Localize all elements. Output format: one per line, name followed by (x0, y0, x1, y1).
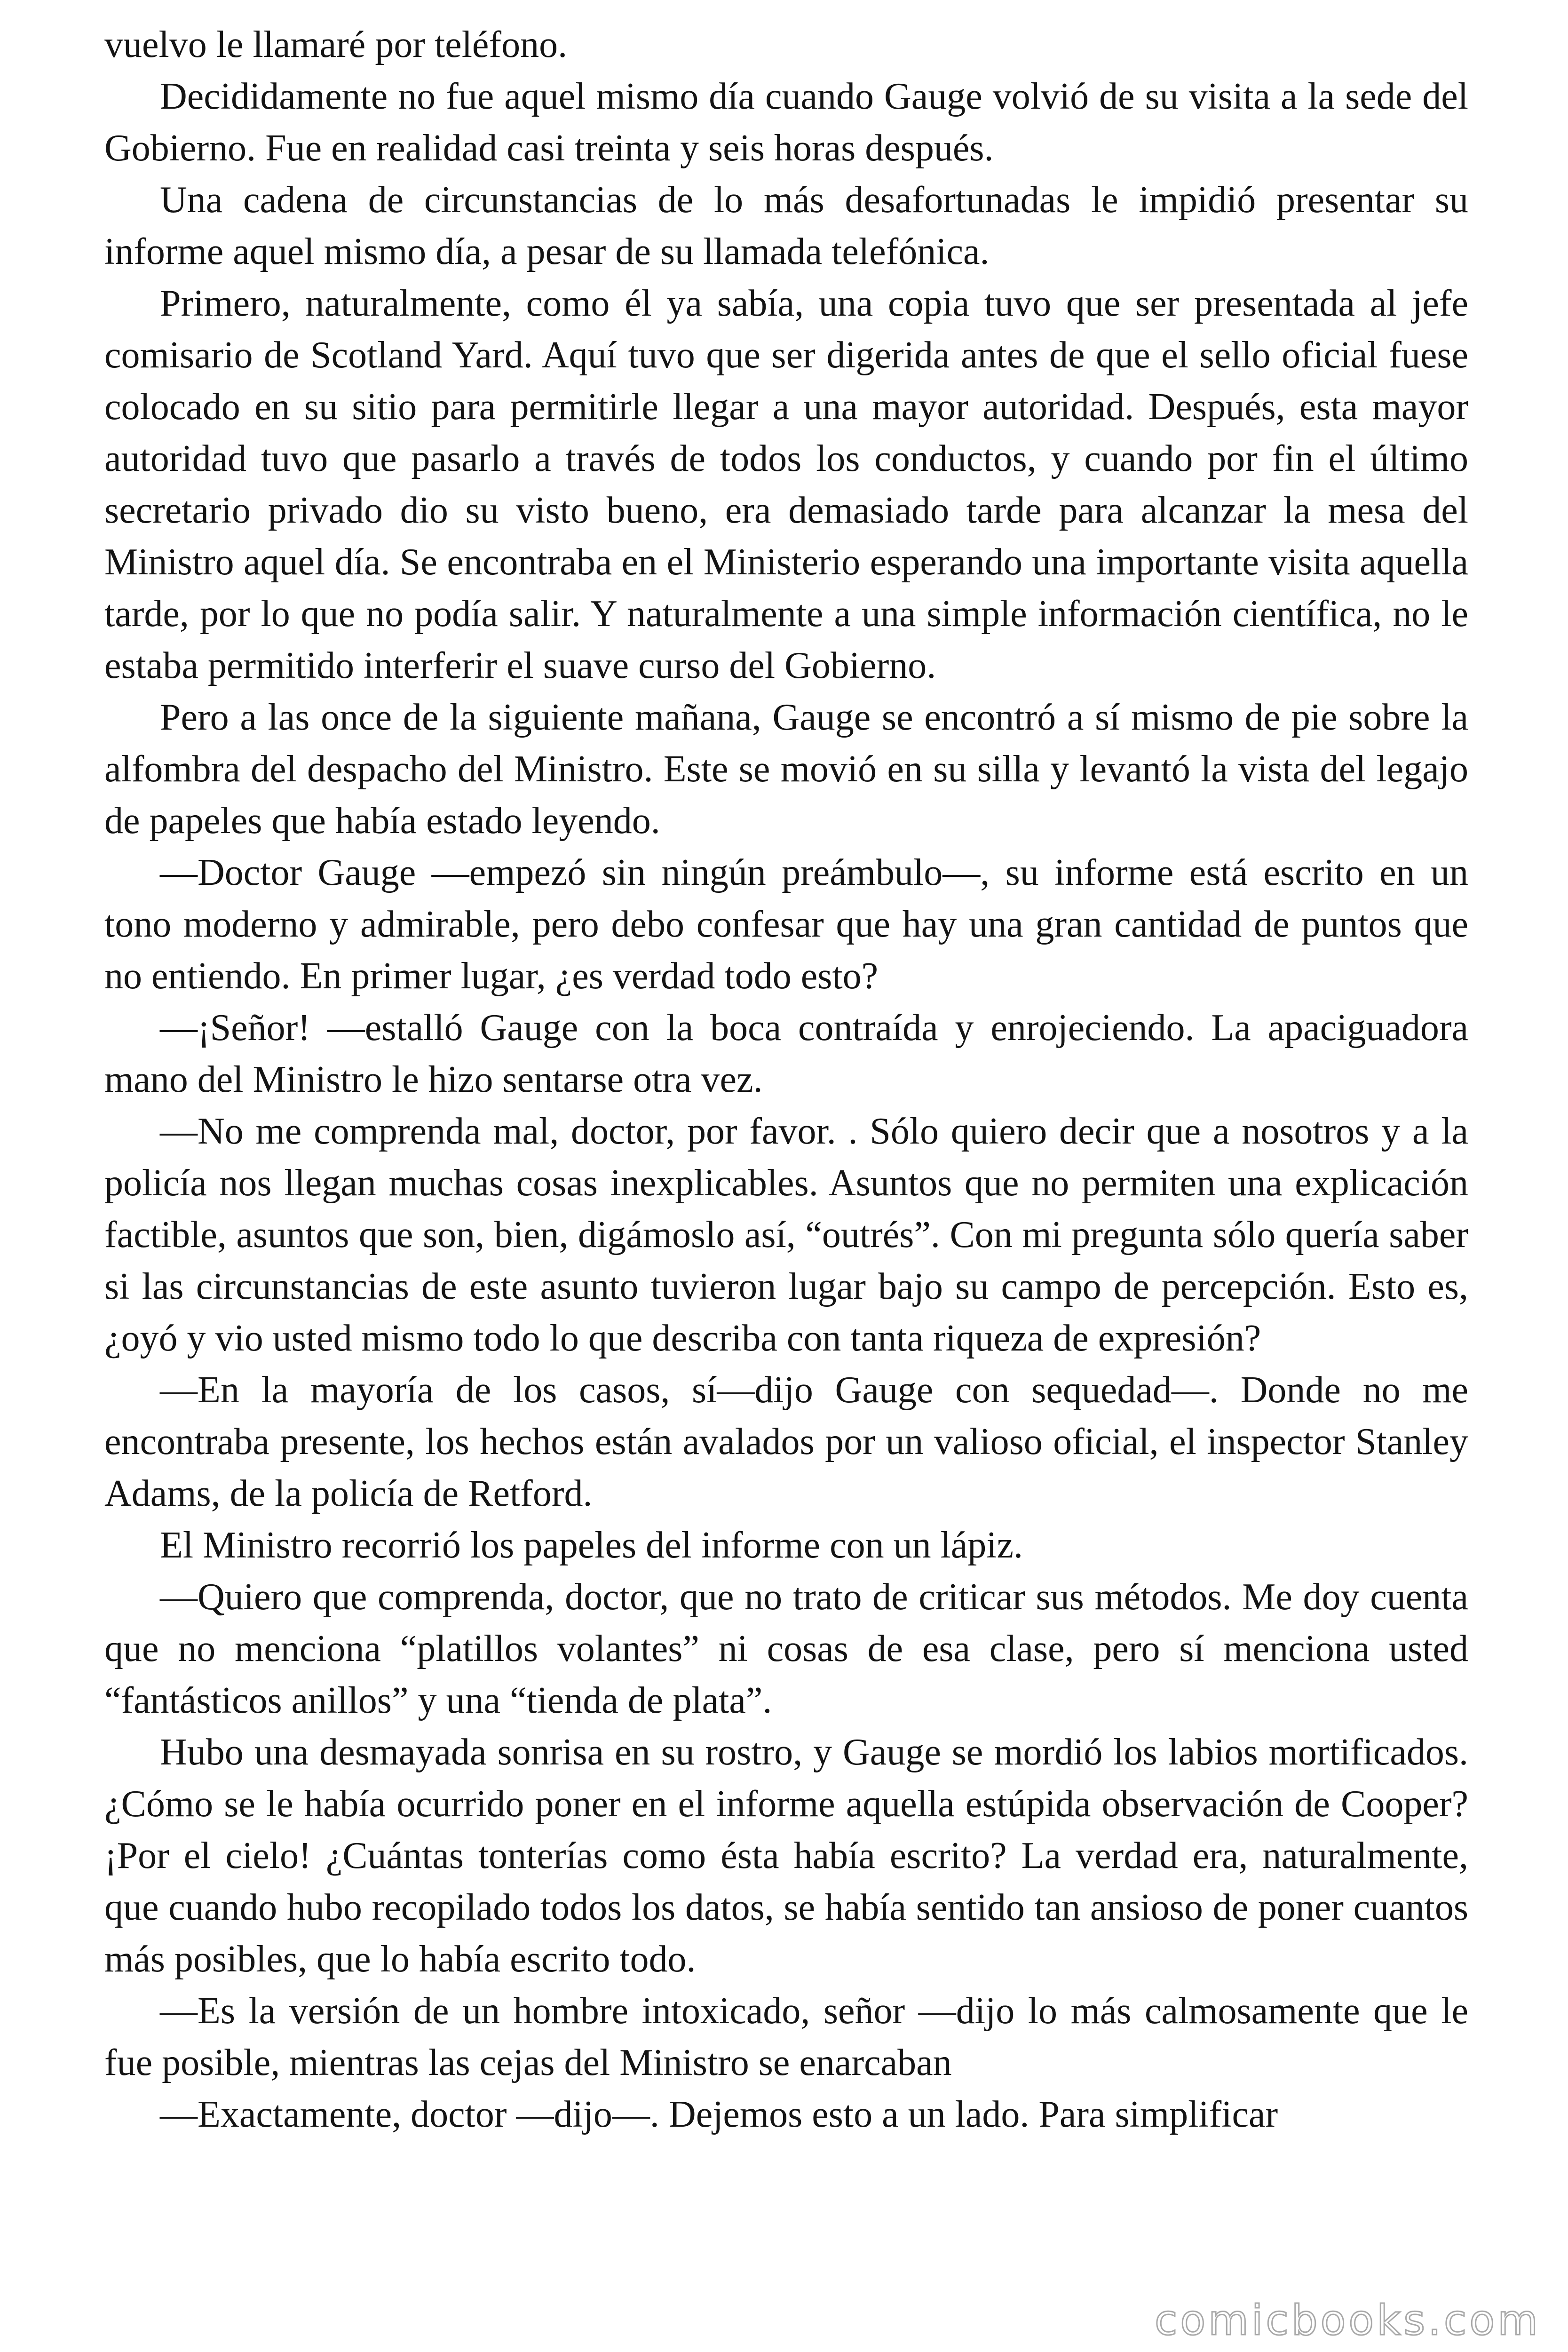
paragraph: —Exactamente, doctor —dijo—. Dejemos esto a un lado. Para simplificar (160, 2094, 1278, 2135)
paragraph: El Ministro recorrió los papeles del informe con un lápiz. (160, 1525, 1023, 1566)
paragraph: —Doctor Gauge —empezó sin ningún preámbulo—, su informe está escrito en un tono moderno y admirable, pero debo confesar que hay una gran cantidad de puntos que no entiendo. En primer lugar, ¿es verdad todo esto? (104, 852, 1468, 997)
paragraph: —Quiero que comprenda, doctor, que no trato de criticar sus métodos. Me doy cuenta que no menciona “platillos volantes” ni cosas de esa clase, pero sí menciona usted “fantásticos anillos” y una “tienda de plata”. (104, 1576, 1468, 1721)
paragraph: —¡Señor! —estalló Gauge con la boca contraída y enrojeciendo. La apaciguadora mano del Ministro le hizo sentarse otra vez. (104, 1007, 1468, 1100)
watermark-logo: comicbooks.com (1154, 2296, 1541, 2344)
paragraph: Hubo una desmayada sonrisa en su rostro, y Gauge se mordió los labios mortificados. ¿Cómo se le había ocurrido poner en el informe aquella estúpida observación de Cooper? ¡Por el cielo! ¿Cuántas tonterías como ésta había escrito? La verdad era, naturalmente, que cuando hubo recopilado todos los datos, se había sentido tan ansioso de poner cuantos más posibles, que lo había escrito todo. (104, 1732, 1468, 1980)
paragraph: —No me comprenda mal, doctor, por favor. . Sólo quiero decir que a nosotros y a la policía nos llegan muchas cosas inexplicables. Asuntos que no permiten una explicación factible, asuntos que son, bien, digámoslo así, “outrés”. Con mi pregunta sólo quería saber si las circunstancias de este asunto tuvieron lugar bajo su campo de percepción. Esto es, ¿oyó y vio usted mismo todo lo que describa con tanta riqueza de expresión? (104, 1111, 1468, 1359)
paragraph: —Es la versión de un hombre intoxicado, señor —dijo lo más calmosamente que le fue posible, mientras las cejas del Ministro se enarcaban (104, 1990, 1468, 2083)
paragraph: Decididamente no fue aquel mismo día cuando Gauge volvió de su visita a la sede del Gobierno. Fue en realidad casi treinta y seis horas después. (104, 76, 1468, 169)
book-page-text (104, 19, 1468, 2140)
paragraph: —En la mayoría de los casos, sí—dijo Gauge con sequedad—. Donde no me encontraba presente, los hechos están avalados por un valioso oficial, el inspector Stanley Adams, de la policía de Retford. (104, 1369, 1468, 1514)
paragraph: vuelvo le llamaré por teléfono. (104, 24, 568, 65)
paragraph: Primero, naturalmente, como él ya sabía, una copia tuvo que ser presentada al jefe comisario de Scotland Yard. Aquí tuvo que ser digerida antes de que el sello oficial fuese colocado en su sitio para permitirle llegar a una mayor autoridad. Después, esta mayor autoridad tuvo que pasarlo a través de todos los conductos, y cuando por fin el último secretario privado dio su visto bueno, era demasiado tarde para alcanzar la mesa del Ministro aquel día. Se encontraba en el Ministerio esperando una importante visita aquella tarde, por lo que no podía salir. Y naturalmente a una simple información científica, no le estaba permitido interferir el suave curso del Gobierno. (104, 283, 1468, 686)
paragraph: Una cadena de circunstancias de lo más desafortunadas le impidió presentar su informe aquel mismo día, a pesar de su llamada telefónica. (104, 179, 1468, 272)
paragraph: Pero a las once de la siguiente mañana, Gauge se encontró a sí mismo de pie sobre la alfombra del despacho del Ministro. Este se movió en su silla y levantó la vista del legajo de papeles que había estado leyendo. (104, 697, 1468, 842)
